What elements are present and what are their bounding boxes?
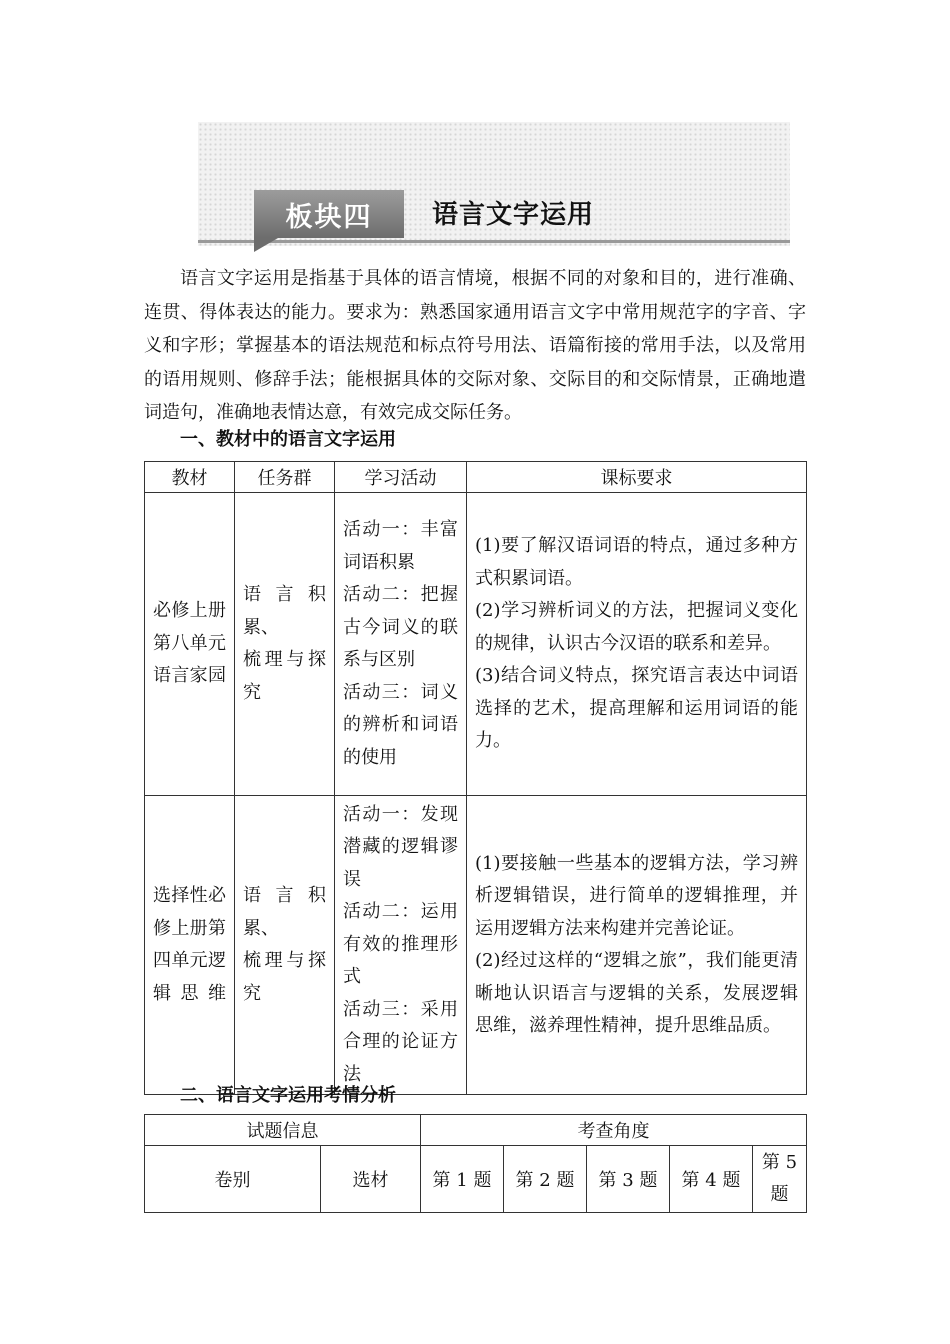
table-subheader-row [145,1146,807,1213]
activity-item: 活动一：发现潜藏的逻辑谬误 [343,803,458,890]
section-tab [254,190,404,238]
task-group-line: 累、 [243,616,279,638]
table-row [145,796,807,1095]
requirements-cell [467,493,807,796]
activity-item: 活动二：把握古今词义的联系与区别 [343,584,458,670]
section-2-heading: 二、语言文字运用考情分析 [180,1085,396,1106]
header-q4: 第 4 题 [670,1146,753,1213]
activities-cell [335,796,467,1095]
page-title: 语言文字运用 [432,200,595,230]
header-material: 选材 [321,1146,421,1213]
activity-item: 活动三：采用合理的论证方法 [343,998,458,1085]
task-group-line: 累、 [243,917,279,939]
header-q1: 第 1 题 [421,1146,504,1213]
exam-analysis-table [144,1114,807,1213]
header-task-group: 任务群 [235,462,335,493]
banner-rule [198,240,790,243]
textbook-cell: 必修上册第八单元语言家园 [145,493,235,796]
header-activities: 学习活动 [335,462,467,493]
task-group-cell [235,796,335,1095]
task-group-line: 语言积 [243,885,326,906]
header-exam-angle: 考查角度 [421,1115,807,1146]
tab-notch [254,238,278,252]
task-group-line: 梳理与探究 [243,950,326,1004]
task-group-cell [235,493,335,796]
header-exam-info: 试题信息 [145,1115,421,1146]
textbook-cell: 选择性必修上册第四单元逻辑思维 [145,796,235,1095]
header-q2: 第 2 题 [504,1146,587,1213]
header-q3: 第 3 题 [587,1146,670,1213]
header-q5-line: 第 5 [761,1152,798,1173]
requirement-item: (2)经过这样的“逻辑之旅”，我们能更清晰地认识语言与逻辑的关系，发展逻辑思维，滋养理性精神，提升思维品质。 [475,950,798,1036]
task-group-line: 语言积 [243,584,326,605]
requirement-item: (3)结合词义特点，探究语言表达中词语选择的艺术，提高理解和运用词语的能力。 [475,665,798,752]
header-q5 [753,1146,807,1213]
table-row [145,493,807,796]
header-q5-line: 题 [770,1184,789,1205]
header-requirements: 课标要求 [467,462,807,493]
activity-item: 活动一：丰富词语积累 [343,519,458,573]
header-textbook: 教材 [145,462,235,493]
header-paper: 卷别 [145,1146,321,1213]
requirement-item: (2)学习辨析词义的方法，把握词义变化的规律，认识古今汉语的联系和差异。 [475,600,798,654]
table-header-row [145,1115,807,1146]
textbook-table [144,461,807,1095]
task-group-line: 梳理与探究 [243,649,326,703]
section-tab-label: 板块四 [285,201,373,233]
requirements-cell [467,796,807,1095]
activity-item: 活动二：运用有效的推理形式 [343,901,458,988]
requirement-item: (1)要了解汉语词语的特点，通过多种方式积累词语。 [475,535,798,589]
intro-paragraph: 语言文字运用是指基于具体的语言情境，根据不同的对象和目的，进行准确、连贯、得体表达的能力。要求为：熟悉国家通用语言文字中常用规范字的字音、字义和字形；掌握基本的语法规范和标点符号用法、语篇衔接的常用手法，以及常用的语用规则、修辞手法；能根据具体的交际对象、交际目的和交际情景，正确地遣词造句，准确地表情达意，有效完成交际任务。 [144,268,806,423]
requirement-item: (1)要接触一些基本的逻辑方法，学习辨析逻辑错误，进行简单的逻辑推理，并运用逻辑方法来构建并完善论证。 [475,852,798,939]
activities-cell [335,493,467,796]
section-1-heading: 一、教材中的语言文字运用 [180,429,396,450]
activity-item: 活动三：词义的辨析和词语的使用 [343,681,458,768]
table-header-row [145,462,807,493]
